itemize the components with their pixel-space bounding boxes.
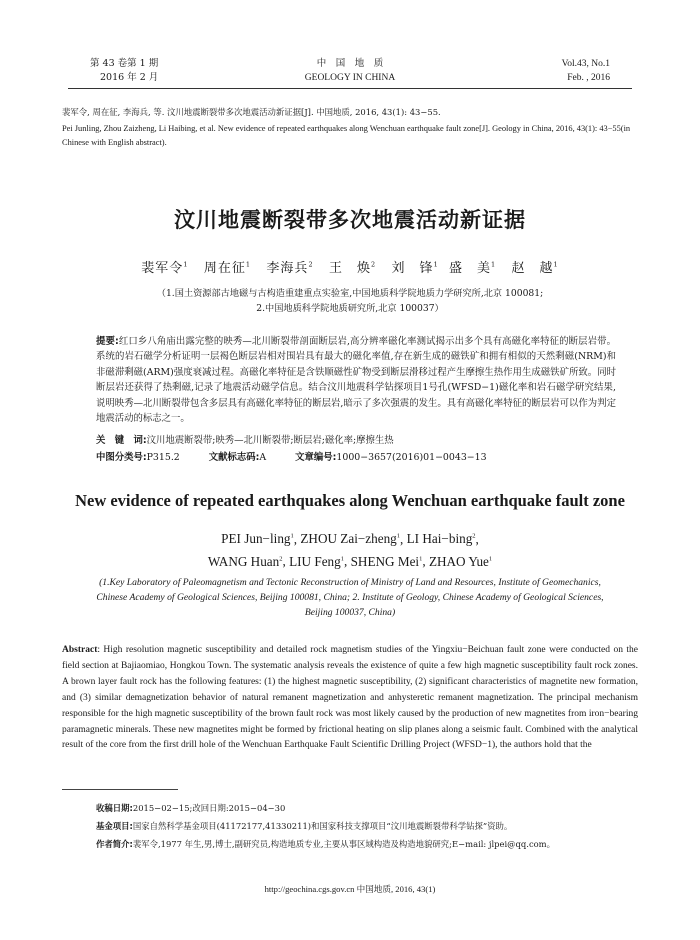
header-date-en: Feb. , 2016 <box>567 73 610 83</box>
doc-code-label: 文献标志码: <box>208 452 260 463</box>
keywords-cn <box>96 433 616 448</box>
author-en: SHENG Mei$^1$ <box>350 553 423 569</box>
footnote-funding <box>96 820 636 833</box>
author-cn: 刘 锋$^1$ <box>391 260 439 276</box>
author-cn: 李海兵$^2$ <box>266 260 314 276</box>
footnote-dates-label: 收稿日期: <box>96 803 133 813</box>
title-en: New evidence of repeated earthquakes along Wenchuan earthquake fault zone <box>75 491 625 510</box>
author-en: WANG Huan$^2$ <box>207 553 283 569</box>
header-journal-cn: 中 国 地 质 <box>316 58 384 69</box>
doc-code-value: A <box>259 452 267 463</box>
abstract-cn-text: 红口乡八角庙出露完整的映秀—北川断裂带剖面断层岩,高分辨率磁化率测试揭示出多个具有高磁化率特征的断层岩带。系统的岩石磁学分析证明一层褐色断层岩相对围岩具有最大的磁化率值,存在新生成的磁铁矿和拥有相似的天然剩磁(NRM)和非磁滞剩磁(ARM)强度衰减过程。高磁化率特征是含铁顺磁性矿物受到断层滑移过程产生摩擦生热作用生成磁铁矿所致。同时断层岩还获得了热剩磁,记录了地震活动磁学信息。结合汶川地震科学钻探项目1号孔(WFSD−1)磁化率和岩石磁学研究结果,说明映秀—北川断裂带包含多层具有高磁化率特征的断层岩,暗示了多次强震的发生。具有高磁化率特征的断层岩可以作为判定地震活动的标志之一。 <box>96 336 616 425</box>
abstract-en-label: Abstract <box>62 645 98 655</box>
footnote-dates <box>96 802 636 815</box>
title-cn: 汶川地震断裂带多次地震活动新证据 <box>174 208 526 232</box>
clc-value: P315.2 <box>146 452 180 463</box>
citation-en: Pei Junling, Zhou Zaizheng, Li Haibing, et al. New evidence of repeated earthquakes along Wenchuan earthquake fault zone[J]. Geology in China, 2016, 43(1): 43−55(in Chinese with English abstract). <box>62 124 631 147</box>
page-footer: http://geochina.cgs.gov.cn 中国地质, 2016, 43(1) <box>264 884 436 894</box>
authors-en <box>0 527 700 572</box>
abstract-cn-label: 提要: <box>96 336 119 347</box>
author-cn: 王 焕$^2$ <box>328 260 377 276</box>
header-volume-issue: 第 43 卷第 1 期 <box>90 58 159 69</box>
affiliation-en-line: (1.Key Laboratory of Paleomagnetism and Tectonic Reconstruction of Ministry of Land and Resources, Institute of Geomechanics, <box>99 577 601 588</box>
footnote-funding-label: 基金项目: <box>96 821 133 831</box>
authors-cn <box>0 257 700 276</box>
footnote-rule <box>62 789 178 790</box>
affiliation-cn <box>0 287 700 316</box>
author-en: LI Hai−bing$^2$ <box>406 531 476 547</box>
affiliation-cn-line: （1.国土资源部古地磁与古构造重建重点实验室,中国地质科学院地质力学研究所,北京 100081; <box>156 288 544 299</box>
keywords-cn-text: 汶川地震断裂带;映秀—北川断裂带;断层岩;磁化率;摩擦生热 <box>146 435 394 446</box>
author-en: LIU Feng$^1$ <box>289 553 344 569</box>
authors-en-line: PEI Jun−ling$^1$, ZHOU Zai−zheng$^1$, LI Hai−bing$^2$, <box>221 531 479 547</box>
author-en: ZHAO Yue$^1$ <box>428 553 493 569</box>
abstract-cn <box>96 334 616 426</box>
affiliation-cn-line: 2.中国地质科学院地质研究所,北京 100037） <box>256 302 444 314</box>
author-cn: 赵 越$^1$ <box>511 260 559 276</box>
abstract-en <box>62 643 638 754</box>
header-rule <box>68 88 632 89</box>
abstract-en-text: : High resolution magnetic susceptibility and detailed rock magnetism studies of the Yingxiu−Beichuan fault zone were conducted on the field section at Bajiaomiao, Hongkou Town. The systematic analysis reveals the existence of quite a few high magnetic susceptibility fault rock zones. A brown layer fault rock has the following features: (1) the highest magnetic susceptibility, (2) significant characteristics of magnetite new formation, and (3) similar demagnetization behavior of natural remanent magnetization and anhysteretic remanent magnetization. The principal mechanism responsible for the high magnetic susceptibility of the brown fault rock was most likely caused by the production of new magnetites from iron−bearing paramagnetic minerals. These new magnetites might be formed by frictional heating on slip planes along a seismic fault. Combined with the analytical result of the core from the first drill hole of the Wenchuan Earthquake Fault Scientific Drilling Project (WFSD−1), the authors hold that the <box>62 645 638 751</box>
author-cn: 裴军令$^1$ <box>141 260 189 276</box>
footnote-funding-text: 国家自然科学基金项目(41172177,41330211)和国家科技支撑项目“汶川地震断裂带科学钻探”资助。 <box>132 821 513 831</box>
header-vol-no: Vol.43, No.1 <box>561 59 610 69</box>
authors-en-line: WANG Huan$^2$, LIU Feng$^1$, SHENG Mei$^1$, ZHAO Yue$^1$ <box>207 553 493 569</box>
affiliation-en-line: Beijing 100037, China) <box>304 607 396 618</box>
clc-label: 中图分类号: <box>96 452 147 463</box>
footnote-author-label: 作者简介: <box>96 839 133 849</box>
header-volume-en <box>562 57 610 85</box>
footnote-author-bio <box>96 838 636 851</box>
article-id-value: 1000−3657(2016)01−0043−13 <box>336 452 487 463</box>
footnote-author-text: 裴军令,1977 年生,男,博士,副研究员,构造地质专业,主要从事区域构造及构造地貌研究;E−mail: jlpei@qq.com。 <box>132 839 555 849</box>
classification-line <box>96 450 616 465</box>
citation-cn: 裴军令, 周在征, 李海兵, 等. 汶川地震断裂带多次地震活动新证据[J]. 中国地质, 2016, 43(1): 43−55. <box>62 107 441 117</box>
author-en: ZHOU Zai−zheng$^1$ <box>300 531 401 547</box>
header-journal-en: GEOLOGY IN CHINA <box>304 73 396 83</box>
author-cn: 盛 美$^1$ <box>448 260 497 276</box>
affiliation-en-line: Chinese Academy of Geological Sciences, Beijing 100081, China; 2. Institute of Geology, Chinese Academy of Geological Sciences, <box>96 592 604 603</box>
keywords-cn-label: 关 键 词: <box>96 435 147 446</box>
affiliation-en <box>60 575 640 620</box>
footnote-dates-text: 2015−02−15;改回日期:2015−04−30 <box>132 803 286 813</box>
author-cn: 周在征$^1$ <box>203 260 252 276</box>
article-id-label: 文章编号: <box>295 452 337 463</box>
header-date-cn: 2016 年 2 月 <box>100 72 159 83</box>
author-en: PEI Jun−ling$^1$ <box>221 531 294 547</box>
